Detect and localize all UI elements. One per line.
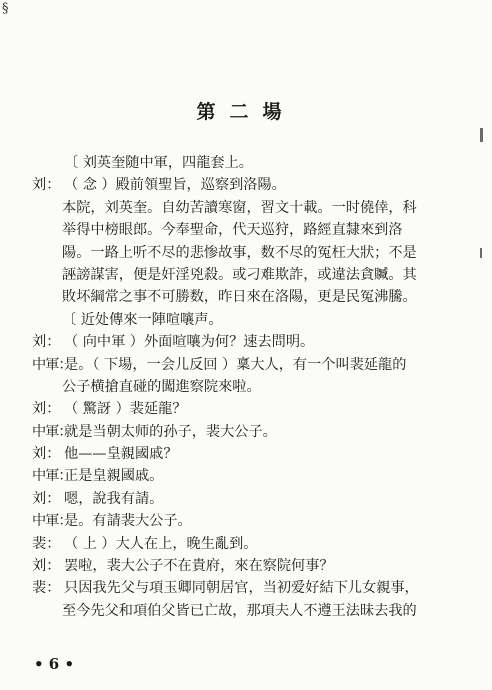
- line-text: 就是当朝太师的孙子，裴大公子。: [64, 423, 277, 440]
- script-line: [32, 600, 472, 622]
- page-number: • 6 •: [34, 655, 75, 673]
- speaker-label: 裴：: [32, 535, 61, 552]
- line-text: 本院，刘英奎。自幼苦讀寒窗，習文十載。一时僥倖，科: [62, 199, 417, 216]
- line-text: 嗯，說我有請。: [64, 490, 164, 507]
- corner-mark: §: [2, 1, 9, 16]
- line-text: 陽。一路上听不尽的悲惨故事，数不尽的冤枉大狀；不是: [62, 244, 417, 261]
- script-body: [32, 152, 472, 622]
- script-line: [32, 264, 472, 286]
- line-text: 罢啦，裴大公子不在貴府，來在察院何事？: [64, 558, 334, 575]
- script-line: [32, 174, 472, 196]
- script-line: [32, 376, 472, 398]
- speaker-label: 裴：: [32, 580, 61, 597]
- speaker-label: 刘：: [32, 446, 61, 463]
- line-text: （ 向中軍 ）外面喧嚷为何？速去問明。: [64, 334, 315, 351]
- speaker-label: 刘：: [32, 490, 61, 507]
- speaker-label: 中軍：: [32, 423, 72, 440]
- script-line: [32, 152, 472, 174]
- script-line: [32, 421, 472, 443]
- script-line: [32, 577, 472, 599]
- script-line: [32, 533, 472, 555]
- line-text: 他——皇親國戚？: [64, 446, 178, 463]
- scan-edge-mark: [480, 128, 483, 142]
- script-line: [32, 510, 472, 532]
- script-line: [32, 286, 472, 308]
- script-line: [32, 443, 472, 465]
- scan-edge-mark: [480, 248, 482, 258]
- speaker-label: 中軍：: [32, 356, 72, 373]
- line-text: 正是皇親國戚。: [64, 468, 164, 485]
- script-line: [32, 309, 472, 331]
- script-line: [32, 398, 472, 420]
- speaker-label: 中軍：: [32, 513, 72, 530]
- script-line: [32, 465, 472, 487]
- line-text: 是。（ 下場，一会儿反回 ）稟大人，有一个叫裴延龍的: [64, 356, 407, 373]
- speaker-label: 中軍：: [32, 468, 72, 485]
- script-line: [32, 488, 472, 510]
- line-text: （ 念 ）殿前領聖旨，巡察到洛陽。: [64, 177, 286, 194]
- line-text: （ 上 ）大人在上，晚生亂到。: [64, 535, 258, 552]
- speaker-label: 刘：: [32, 177, 61, 194]
- script-line: [32, 354, 472, 376]
- script-line: [32, 219, 472, 241]
- page-title: 第二場: [196, 101, 296, 123]
- line-text: 誣謗謀害，便是奸淫兇殺。或刁难欺詐，或違法貪贓。其: [62, 266, 417, 283]
- speaker-label: 刘：: [32, 401, 61, 418]
- line-text: 〔 刘英奎随中軍，四龍套上。: [64, 155, 253, 171]
- line-text: 〔 近处傳來一陣喧嚷声。: [62, 311, 223, 328]
- line-text: 至今先父和項伯父皆已亡故，那項夫人不遵王法昧去我的: [62, 602, 417, 619]
- script-line: [32, 242, 472, 264]
- line-text: 是。有請裴大公子。: [64, 513, 192, 530]
- line-text: （ 驚訝 ）裴延龍？: [64, 401, 187, 418]
- speaker-label: 刘：: [32, 334, 61, 351]
- script-line: [32, 331, 472, 353]
- line-text: 敗坏綱常之事不可勝数，昨日來在洛陽，更是民冤沸騰。: [62, 289, 417, 306]
- line-text: 举得中榜眼郎。今奉聖命，代天巡狩，路經直隸來到洛: [62, 222, 403, 239]
- script-line: [32, 197, 472, 219]
- line-text: 只因我先父与項玉卿同朝居官，当初爱好結下儿女親事，: [64, 580, 419, 597]
- line-text: 公子横搶直碰的闖進察院來啦。: [62, 378, 261, 395]
- speaker-label: 刘：: [32, 558, 61, 575]
- script-line: [32, 555, 472, 577]
